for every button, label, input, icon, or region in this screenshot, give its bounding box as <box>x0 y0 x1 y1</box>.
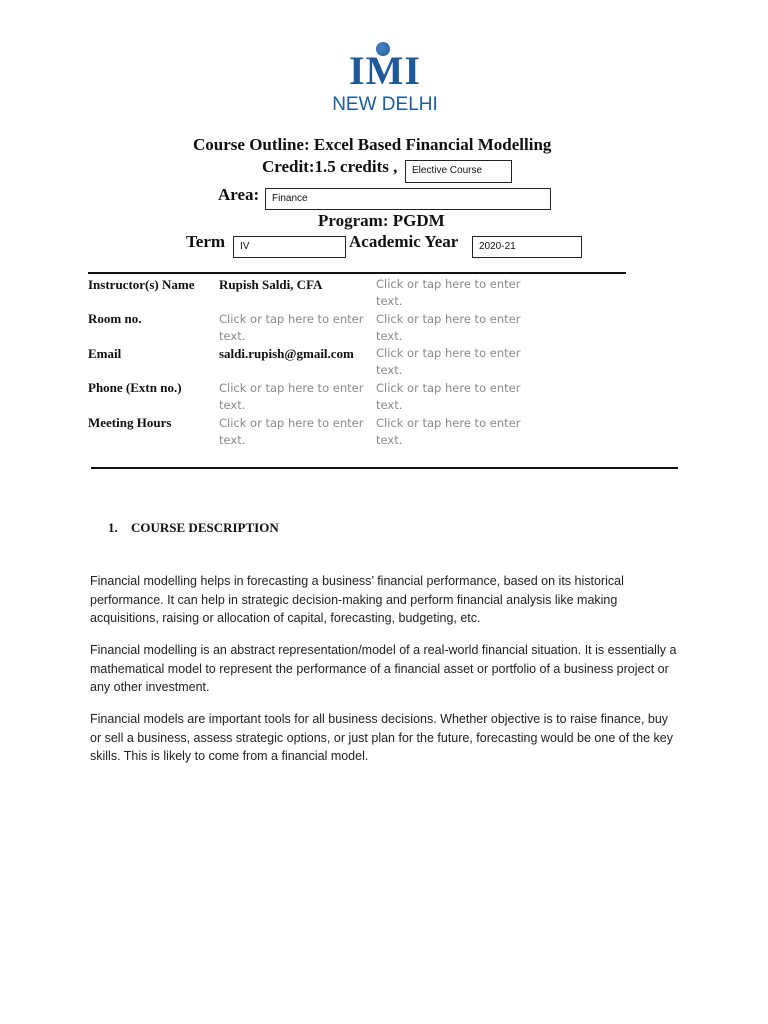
email-value: saldi.rupish@gmail.com <box>219 346 354 361</box>
row-label: Phone (Extn no.) <box>88 380 182 395</box>
placeholder-field[interactable]: Click or tap here to enter text. <box>219 312 364 343</box>
placeholder-field[interactable]: Click or tap here to enter text. <box>376 346 521 377</box>
credit-label: Credit:1.5 credits , <box>262 157 398 176</box>
section-number: 1. <box>108 520 118 535</box>
placeholder-field[interactable]: Click or tap here to enter text. <box>376 381 521 412</box>
row-label: Meeting Hours <box>88 415 172 430</box>
header-divider <box>88 272 626 274</box>
placeholder-field[interactable]: Click or tap here to enter text. <box>219 416 364 447</box>
placeholder-field[interactable]: Click or tap here to enter text. <box>219 381 364 412</box>
section-heading: COURSE DESCRIPTION <box>131 520 279 535</box>
row-label: Email <box>88 346 122 361</box>
placeholder-field[interactable]: Click or tap here to enter text. <box>376 416 521 447</box>
instructor-name-value: Rupish Saldi, CFA <box>219 277 323 292</box>
row-label: Instructor(s) Name <box>88 277 195 292</box>
program-label: Program: PGDM <box>318 211 445 230</box>
row-label: Room no. <box>88 311 142 326</box>
area-field[interactable]: Finance <box>265 188 551 210</box>
course-outline-title: Course Outline: Excel Based Financial Modelling <box>193 135 552 154</box>
term-field[interactable]: IV <box>233 236 346 258</box>
area-label: Area: <box>218 185 260 204</box>
description-paragraph: Financial modelling helps in forecasting a business’ financial performance, based on its historical performance. It can help in strategic decision-making and perform financial analysis like making acquisitions, raising or allocation of capital, forecasting, budgeting, etc. <box>90 574 624 625</box>
term-label: Term <box>186 232 226 251</box>
academic-year-field[interactable]: 2020-21 <box>472 236 582 258</box>
academic-year-label: Academic Year <box>349 232 459 251</box>
logo-new-delhi: NEW DELHI <box>332 94 438 115</box>
placeholder-field[interactable]: Click or tap here to enter text. <box>376 277 521 308</box>
course-type-field[interactable]: Elective Course <box>405 160 512 183</box>
logo-imi: IMI <box>349 48 421 93</box>
description-paragraph: Financial models are important tools for all business decisions. Whether objective is to raise finance, buy or sell a business, assess strategic options, or just plan for the future, forecasting would be one of the key skills. This is likely to come from a financial model. <box>90 712 673 763</box>
table-divider <box>91 467 678 469</box>
placeholder-field[interactable]: Click or tap here to enter text. <box>376 312 521 343</box>
description-paragraph: Financial modelling is an abstract representation/model of a real-world financial situation. It is essentially a mathematical model to represent the performance of a financial asset or portfolio of a business project or any other investment. <box>90 643 677 694</box>
